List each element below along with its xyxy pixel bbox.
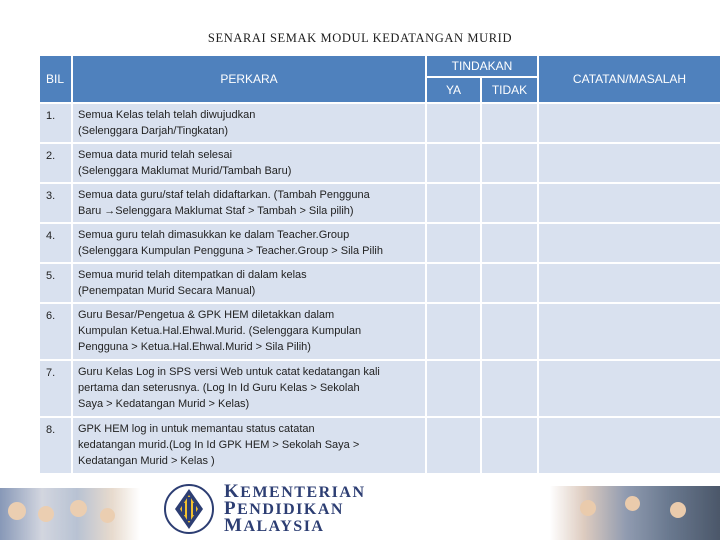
cell-tidak[interactable] xyxy=(482,104,537,142)
header-catatan: CATATAN/MASALAH xyxy=(539,56,720,102)
row-perkara xyxy=(73,104,425,142)
perkara-line: Guru Besar/Pengetua & GPK HEM diletakkan dalam xyxy=(78,309,335,321)
cell-ya[interactable] xyxy=(427,264,480,302)
students-photo-right xyxy=(550,486,720,540)
cell-catatan[interactable] xyxy=(539,104,720,142)
row-perkara xyxy=(73,224,425,262)
cell-tidak[interactable] xyxy=(482,144,537,182)
table-row xyxy=(40,418,720,473)
perkara-line: Semua data murid telah selesai xyxy=(78,149,233,161)
header-bil: BIL xyxy=(40,56,71,102)
cell-catatan[interactable] xyxy=(539,184,720,222)
cell-catatan[interactable] xyxy=(539,418,720,473)
table-row xyxy=(40,144,720,182)
row-number: 4. xyxy=(40,224,71,262)
cell-catatan[interactable] xyxy=(539,361,720,416)
cell-catatan[interactable] xyxy=(539,224,720,262)
perkara-line: Semua guru telah dimasukkan ke dalam Teacher.Group xyxy=(78,229,350,241)
cell-tidak[interactable] xyxy=(482,184,537,222)
perkara-line: Semua data guru/staf telah didaftarkan. (Tambah Pengguna xyxy=(78,189,370,201)
row-number: 3. xyxy=(40,184,71,222)
perkara-line: Semua murid telah ditempatkan di dalam kelas xyxy=(78,269,307,281)
row-number: 8. xyxy=(40,418,71,473)
students-photo-left xyxy=(0,488,140,540)
row-number: 5. xyxy=(40,264,71,302)
cell-ya[interactable] xyxy=(427,418,480,473)
row-perkara xyxy=(73,184,425,222)
row-perkara xyxy=(73,264,425,302)
perkara-line: Semua Kelas telah telah diwujudkan xyxy=(78,109,256,121)
page-title: SENARAI SEMAK MODUL KEDATANGAN MURID xyxy=(207,31,513,45)
cell-tidak[interactable] xyxy=(482,224,537,262)
row-perkara xyxy=(73,304,425,359)
row-perkara xyxy=(73,418,425,473)
perkara-line: Saya > Kedatangan Murid > Kelas) xyxy=(78,398,250,410)
cell-ya[interactable] xyxy=(427,361,480,416)
cell-tidak[interactable] xyxy=(482,304,537,359)
table-row xyxy=(40,264,720,302)
perkara-line: Kedatangan Murid > Kelas ) xyxy=(78,455,215,467)
ministry-wordmark xyxy=(224,481,366,536)
cell-ya[interactable] xyxy=(427,304,480,359)
cell-tidak[interactable] xyxy=(482,418,537,473)
row-number: 2. xyxy=(40,144,71,182)
cell-tidak[interactable] xyxy=(482,361,537,416)
cell-ya[interactable] xyxy=(427,184,480,222)
checklist-table xyxy=(38,54,720,475)
cell-ya[interactable] xyxy=(427,104,480,142)
perkara-line: Baru →Selenggara Maklumat Staf > Tambah > Sila pilih) xyxy=(78,205,354,217)
perkara-line: kedatangan murid.(Log In Id GPK HEM > Sekolah Saya > xyxy=(78,439,360,451)
perkara-line: GPK HEM log in untuk memantau status catatan xyxy=(78,423,315,435)
header-tidak: TIDAK xyxy=(482,78,537,102)
row-number: 7. xyxy=(40,361,71,416)
row-perkara xyxy=(73,144,425,182)
header-perkara: PERKARA xyxy=(73,56,425,102)
perkara-line: (Selenggara Maklumat Murid/Tambah Baru) xyxy=(78,165,292,177)
cell-ya[interactable] xyxy=(427,144,480,182)
table-row xyxy=(40,361,720,416)
row-perkara xyxy=(73,361,425,416)
perkara-line: Kumpulan Ketua.Hal.Ehwal.Murid. (Selenggara Kumpulan xyxy=(78,325,362,337)
row-number: 1. xyxy=(40,104,71,142)
perkara-line: Guru Kelas Log in SPS versi Web untuk catat kedatangan kali xyxy=(78,366,380,378)
table-row xyxy=(40,184,720,222)
row-number: 6. xyxy=(40,304,71,359)
brand-line-3: MALAYSIA xyxy=(224,515,325,536)
ministry-emblem-icon xyxy=(163,483,215,535)
perkara-line: (Selenggara Darjah/Tingkatan) xyxy=(78,125,229,137)
table-row xyxy=(40,304,720,359)
perkara-line: (Penempatan Murid Secara Manual) xyxy=(78,285,256,297)
checklist-body xyxy=(40,104,720,473)
perkara-line: (Selenggara Kumpulan Pengguna > Teacher.Group > Sila Pilih xyxy=(78,245,383,257)
perkara-line: pertama dan seterusnya. (Log In Id Guru Kelas > Sekolah xyxy=(78,382,360,394)
brand-line-2: PENDIDIKAN xyxy=(224,498,344,519)
table-row xyxy=(40,104,720,142)
brand-line-1: KEMENTERIAN xyxy=(224,481,366,502)
cell-catatan[interactable] xyxy=(539,304,720,359)
table-row xyxy=(40,224,720,262)
header-ya: YA xyxy=(427,78,480,102)
cell-tidak[interactable] xyxy=(482,264,537,302)
footer-banner xyxy=(0,480,720,540)
header-tindakan: TINDAKAN xyxy=(427,56,537,76)
cell-catatan[interactable] xyxy=(539,144,720,182)
cell-ya[interactable] xyxy=(427,224,480,262)
perkara-line: Pengguna > Ketua.Hal.Ehwal.Murid > Sila Pilih) xyxy=(78,341,311,353)
cell-catatan[interactable] xyxy=(539,264,720,302)
